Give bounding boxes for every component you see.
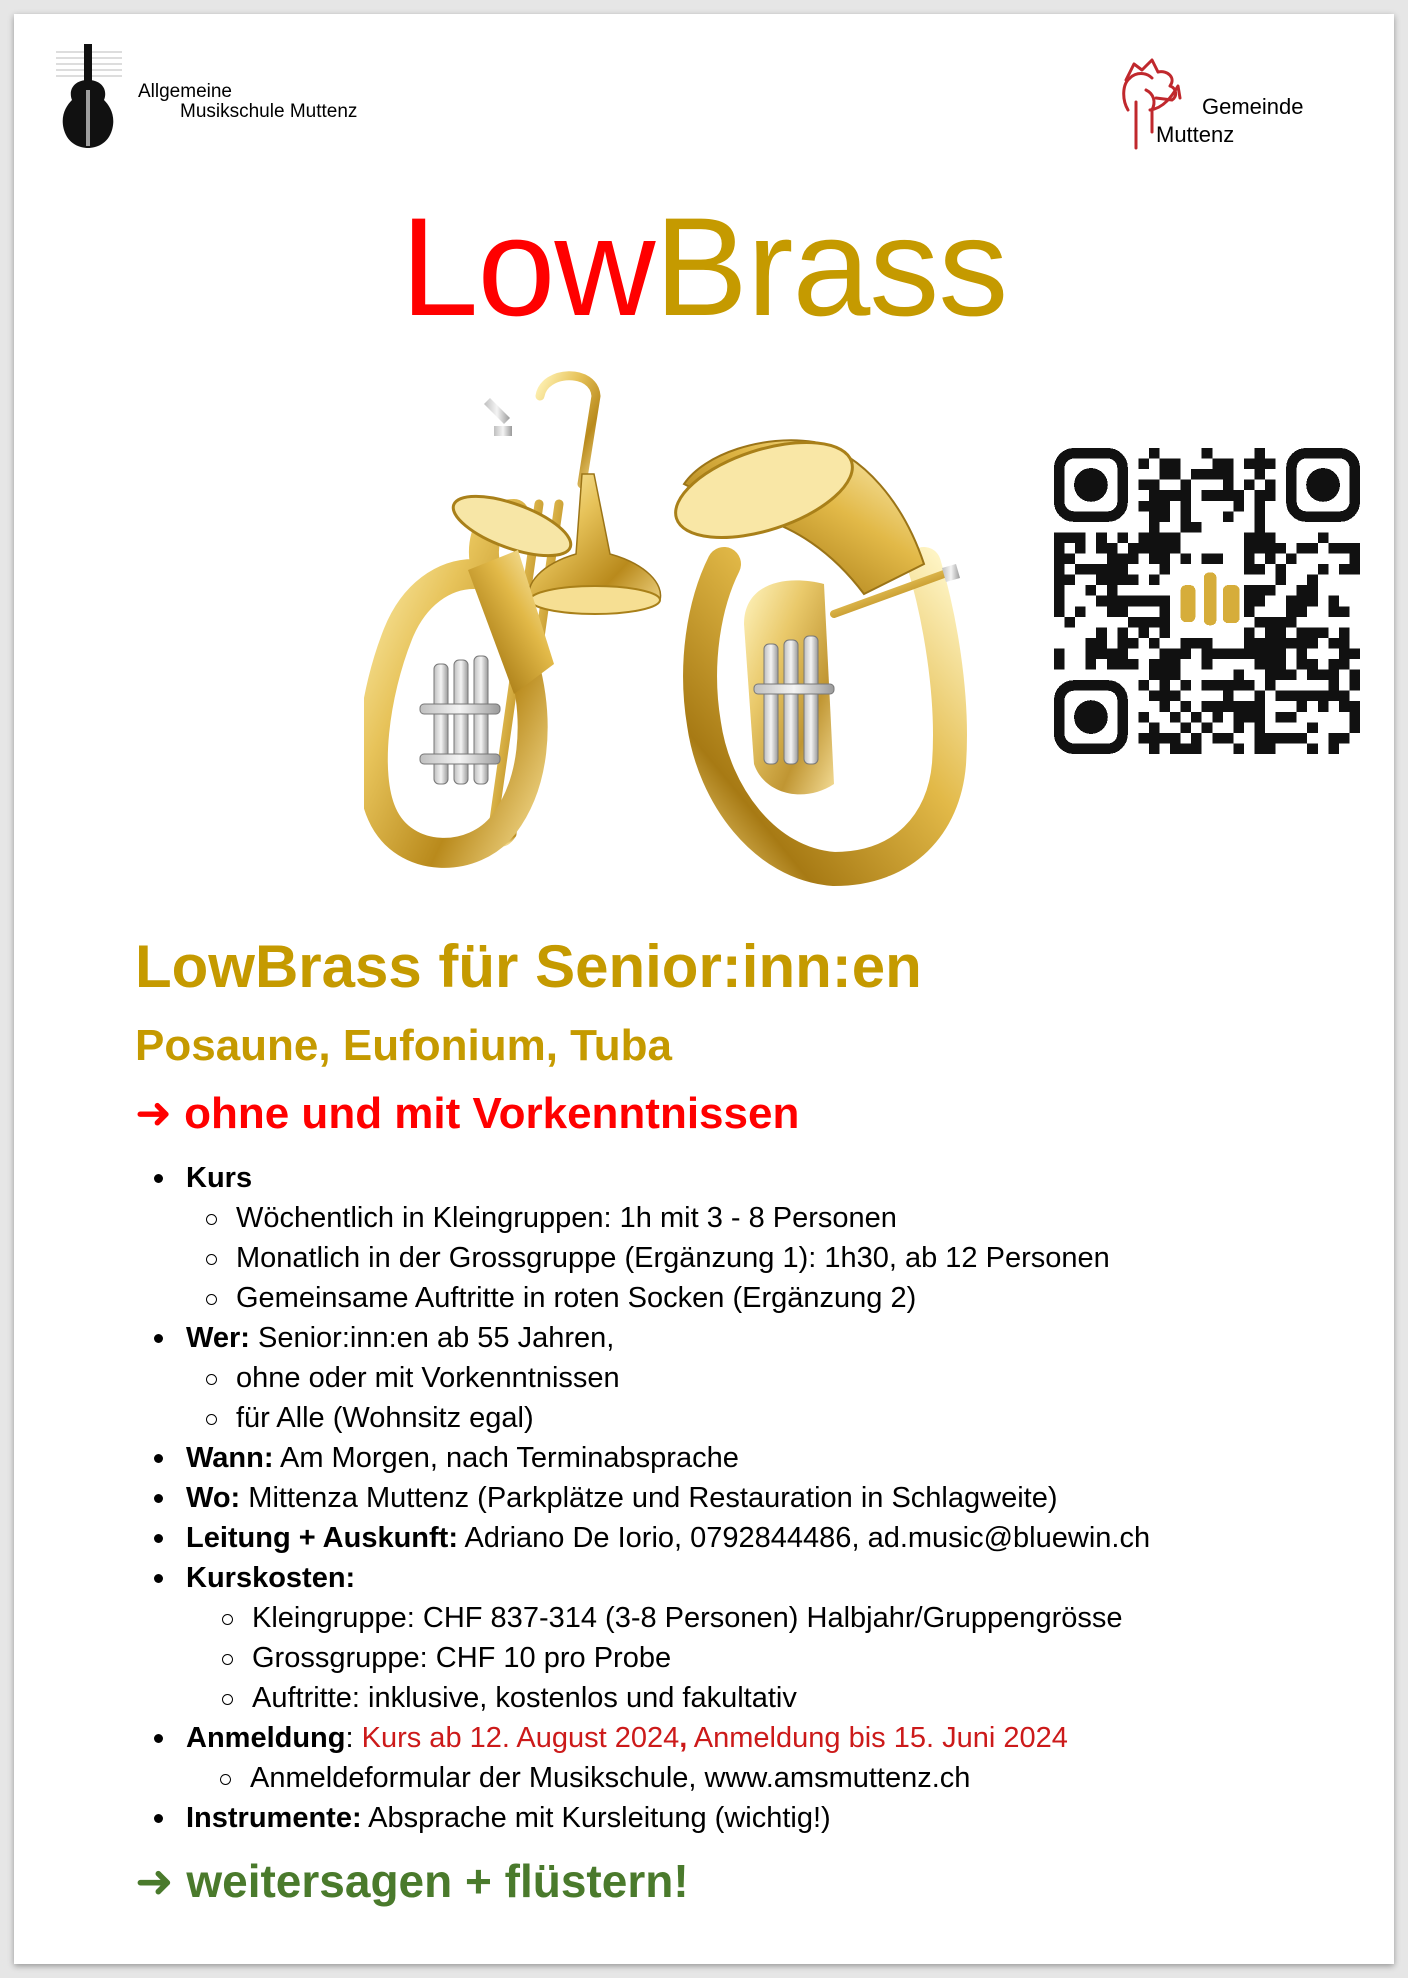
list-subitem bbox=[252, 1638, 671, 1678]
anmeldung-comma: , bbox=[679, 1722, 688, 1754]
wer-item-2: für Alle (Wohnsitz egal) bbox=[236, 1402, 534, 1434]
ams-name-line2: Musikschule Muttenz bbox=[180, 101, 358, 122]
list-item-kurs bbox=[186, 1158, 252, 1198]
wann-text: Am Morgen, nach Terminabsprache bbox=[279, 1442, 739, 1474]
anmeldung-colon: : bbox=[345, 1722, 354, 1754]
wer-text: Senior:inn:en ab 55 Jahren, bbox=[257, 1322, 615, 1354]
list-subitem bbox=[252, 1598, 1122, 1638]
arrow-right-icon: ➜ bbox=[135, 1088, 172, 1139]
instrumente-label: Instrumente: bbox=[186, 1802, 362, 1834]
list-subitem bbox=[250, 1758, 970, 1798]
wer-item-1: ohne oder mit Vorkenntnissen bbox=[236, 1362, 620, 1394]
kosten-item-3: Auftritte: inklusive, kostenlos und fakultativ bbox=[252, 1682, 797, 1714]
double-bass-icon bbox=[56, 40, 122, 152]
kurs-label: Kurs bbox=[186, 1162, 253, 1194]
kurs-item-3: Gemeinsame Auftritte in roten Socken (Ergänzung 2) bbox=[236, 1282, 917, 1314]
kosten-label: Kurskosten: bbox=[186, 1562, 356, 1594]
list-subitem bbox=[236, 1198, 897, 1238]
wann-label: Wann: bbox=[186, 1442, 274, 1474]
kurs-item-1: Wöchentlich in Kleingruppen: 1h mit 3 - 8 Personen bbox=[236, 1202, 897, 1234]
anmeldung-deadline: Anmeldung bis 15. Juni 2024 bbox=[693, 1722, 1068, 1754]
list-subitem bbox=[236, 1278, 916, 1318]
list-item-wer bbox=[186, 1318, 614, 1358]
headline: LowBrass für Senior:inn:en bbox=[135, 933, 922, 1000]
gemeinde-line2: Muttenz bbox=[1156, 122, 1235, 147]
anmeldung-label: Anmeldung bbox=[186, 1722, 346, 1754]
arrow-right-icon: ➜ bbox=[135, 1854, 174, 1908]
tagline bbox=[135, 1088, 799, 1140]
wo-label: Wo: bbox=[186, 1482, 241, 1514]
ams-name-line1: Allgemeine bbox=[138, 81, 232, 102]
anmeldung-kurs-date: Kurs ab 12. August 2024 bbox=[361, 1722, 680, 1754]
list-item-kurskosten bbox=[186, 1558, 355, 1598]
gemeinde-line1: Gemeinde bbox=[1202, 94, 1304, 119]
list-item-wann bbox=[186, 1438, 739, 1478]
list-item-wo bbox=[186, 1478, 1057, 1518]
instrumente-text: Absprache mit Kursleitung (wichtig!) bbox=[368, 1802, 831, 1834]
wo-text: Mittenza Muttenz (Parkplätze und Restauration in Schlagweite) bbox=[248, 1482, 1058, 1514]
leitung-separator: , bbox=[851, 1522, 860, 1554]
brass-instruments-image bbox=[364, 364, 1004, 904]
kosten-item-2: Grossgruppe: CHF 10 pro Probe bbox=[252, 1642, 672, 1674]
kurs-item-2: Monatlich in der Grossgruppe (Ergänzung 1): 1h30, ab 12 Personen bbox=[236, 1242, 1110, 1274]
list-subitem bbox=[236, 1358, 620, 1398]
poster-page bbox=[14, 14, 1394, 1964]
title-low: Low bbox=[400, 188, 655, 345]
leitung-text: Adriano De Iorio, 0792844486 bbox=[464, 1522, 852, 1554]
footer-text: weitersagen + flüstern! bbox=[186, 1855, 689, 1907]
leitung-email-link[interactable]: ad.music@bluewin.ch bbox=[867, 1522, 1151, 1554]
list-subitem bbox=[236, 1398, 534, 1438]
list-item-leitung bbox=[186, 1518, 1150, 1558]
leitung-label: Leitung + Auskunft: bbox=[186, 1522, 458, 1554]
qr-code[interactable] bbox=[1054, 448, 1360, 754]
list-subitem bbox=[252, 1678, 797, 1718]
anmeldung-item-1: Anmeldeformular der Musikschule, www.amsmuttenz.ch bbox=[250, 1762, 971, 1794]
kosten-item-1: Kleingruppe: CHF 837-314 (3-8 Personen) Halbjahr/Gruppengrösse bbox=[252, 1602, 1123, 1634]
list-subitem bbox=[236, 1238, 1110, 1278]
poster-title bbox=[14, 188, 1394, 345]
list-item-instrumente bbox=[186, 1798, 831, 1838]
list-item-anmeldung bbox=[186, 1718, 1068, 1758]
footer-call-to-action bbox=[135, 1854, 689, 1908]
wer-label: Wer: bbox=[186, 1322, 250, 1354]
subheadline: Posaune, Eufonium, Tuba bbox=[135, 1021, 672, 1070]
tagline-text: ohne und mit Vorkenntnissen bbox=[184, 1089, 800, 1138]
ams-logo bbox=[56, 40, 357, 152]
title-brass: Brass bbox=[654, 188, 1008, 345]
